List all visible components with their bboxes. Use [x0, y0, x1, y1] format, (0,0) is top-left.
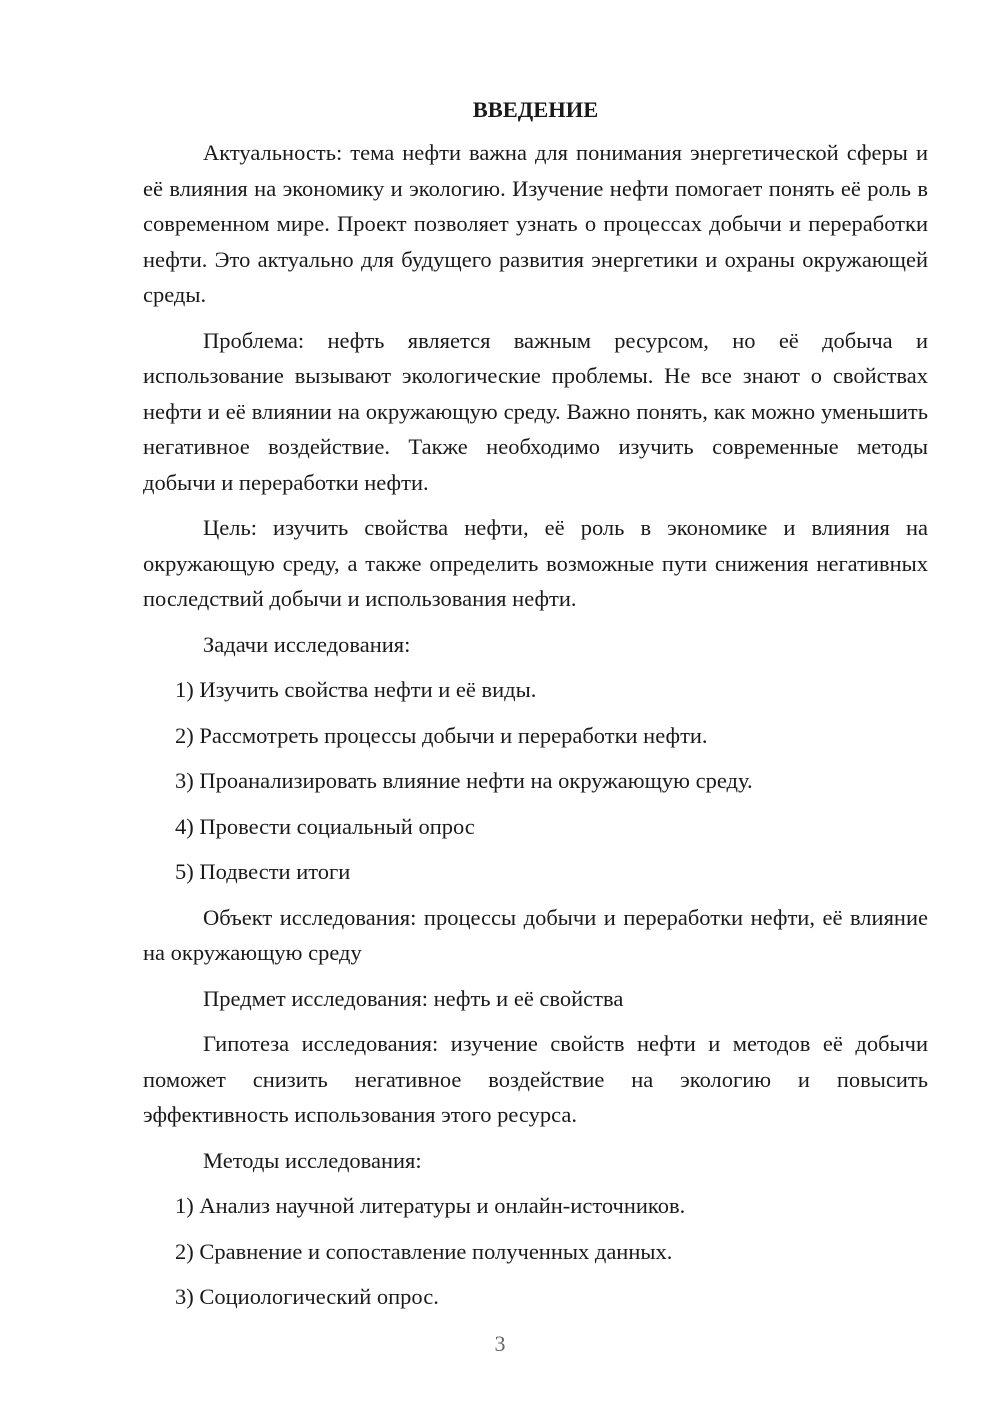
hypothesis-paragraph: Гипотеза исследования: изучение свойств нефти и методов её добычи поможет снизить негативное воздействие на экологию и повысить эффективность использования этого ресурса.	[143, 1031, 928, 1127]
list-item: 3) Проанализировать влияние нефти на окружающую среду.	[175, 768, 753, 793]
methods-heading: Методы исследования:	[203, 1147, 422, 1173]
page-number: 3	[494, 1331, 506, 1356]
list-item: 4) Провести социальный опрос	[175, 813, 475, 839]
list-item: 2) Сравнение и сопоставление полученных данных.	[175, 1238, 673, 1264]
list-item: 3) Социологический опрос.	[175, 1284, 439, 1309]
problem-paragraph: Проблема: нефть является важным ресурсом, но её добыча и использование вызывают экологические проблемы. Не все знают о свойствах нефти и её влиянии на окружающую среду. Важно понять, как можно уменьшить негативное воздействие. Также необходимо изучить современные методы добычи и переработки нефти.	[143, 327, 928, 495]
object-paragraph: Объект исследования: процессы добычи и переработки нефти, её влияние на окружающую среду	[143, 904, 928, 965]
relevance-paragraph: Актуальность: тема нефти важна для понимания энергетической сферы и её влияния на экономику и экологию. Изучение нефти помогает понять её роль в современном мире. Проект позволяет узнать о процессах добычи и переработки нефти. Это актуально для будущего развития энергетики и охраны окружающей среды.	[143, 140, 928, 307]
list-item: 2) Рассмотреть процессы добычи и переработки нефти.	[175, 722, 708, 748]
list-item: 1) Анализ научной литературы и онлайн-источников.	[175, 1193, 686, 1218]
methods-list	[143, 1188, 928, 1315]
tasks-heading: Задачи исследования:	[203, 631, 411, 657]
document-page	[143, 92, 928, 1325]
list-item: 1) Изучить свойства нефти и её виды.	[175, 677, 537, 702]
tasks-list	[143, 672, 928, 890]
section-title: ВВЕДЕНИЕ	[472, 97, 599, 122]
list-item: 5) Подвести итоги	[175, 859, 351, 884]
subject-paragraph: Предмет исследования: нефть и её свойства	[203, 985, 624, 1011]
goal-paragraph: Цель: изучить свойства нефти, её роль в экономике и влияния на окружающую среду, а также определить возможные пути снижения негативных последствий добычи и использования нефти.	[143, 515, 928, 611]
